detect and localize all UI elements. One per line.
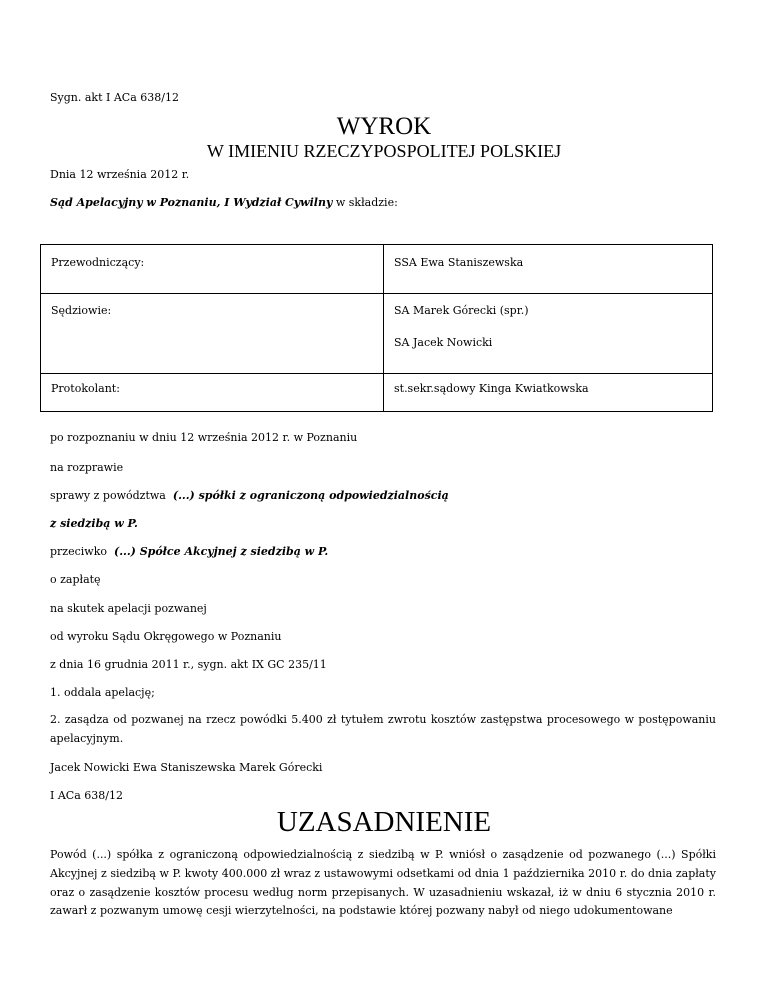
defendant-prefix: przeciwko: [50, 545, 114, 558]
date-line: Dnia 12 września 2012 r.: [50, 168, 190, 181]
ruling-item-1: 1. oddala apelację;: [50, 686, 155, 699]
person-name: st.sekr.sądowy Kinga Kwiatkowska: [394, 382, 589, 395]
judgment-date-line: z dnia 16 grudnia 2011 r., sygn. akt IX GC 235/11: [50, 658, 327, 671]
role-cell: [41, 374, 384, 412]
table-row: [41, 294, 713, 374]
ruling-item-2: 2. zasądza od pozwanej na rzecz powódki 5.400 zł tytułem zwrotu kosztów zastępstwa procesowego w postępowaniu apelacyjnym.: [50, 713, 716, 745]
role-label: Sędziowie:: [51, 304, 112, 317]
defendant-name: (...) Spółce Akcyjnej z siedzibą w P.: [113, 545, 329, 558]
names-cell: [384, 374, 713, 412]
names-cell: [384, 245, 713, 294]
names-cell: [384, 294, 713, 374]
hearing-line: na rozprawie: [50, 461, 124, 474]
plaintiff-name: (...) spółki z ograniczoną odpowiedzialnością: [172, 489, 449, 502]
person-name: SSA Ewa Staniszewska: [394, 256, 524, 269]
court-suffix: w składzie:: [332, 196, 398, 209]
plaintiff-seat: z siedzibą w P.: [50, 517, 138, 530]
court-line: [50, 196, 398, 209]
appeal-line: na skutek apelacji pozwanej: [50, 602, 207, 615]
person-name: SA Marek Górecki (spr.): [394, 304, 529, 317]
defendant-line: [50, 545, 328, 558]
document-subtitle: W IMIENIU RZECZYPOSPOLITEJ POLSKIEJ: [206, 141, 562, 161]
justification-title: UZASADNIENIE: [276, 806, 492, 838]
subject-line: o zapłatę: [50, 573, 101, 586]
person-name: SA Jacek Nowicki: [394, 336, 493, 349]
role-label: Przewodniczący:: [51, 256, 145, 269]
composition-table: [40, 244, 713, 412]
justification-paragraph: Powód (...) spółka z ograniczoną odpowiedzialnością z siedzibą w P. wniósł o zasądzenie od pozwanego (...) Spółki Akcyjnej z siedzibą w P. kwoty 400.000 zł wraz z ustawowymi odsetkami od dnia 1 października 2010 r. do dnia zapłaty oraz o zasądzenie kosztów procesu według norm przepisanych. W uzasadnieniu wskazał, iż w dniu 6 stycznia 2010 r. zawarł z pozwanym umowę cesji wierzytelności, na podstawie której pozwany nabył od niego udokumentowane: [50, 848, 716, 918]
judges-signature: Jacek Nowicki Ewa Staniszewska Marek Górecki: [50, 761, 323, 774]
court-name: Sąd Apelacyjny w Poznaniu, I Wydział Cywilny: [50, 196, 333, 209]
document-title: WYROK: [336, 113, 432, 140]
role-cell: [41, 294, 384, 374]
role-label: Protokolant:: [51, 382, 120, 395]
role-cell: [41, 245, 384, 294]
proceeding-line: po rozpoznaniu w dniu 12 września 2012 r. w Poznaniu: [50, 431, 358, 444]
table-row: [41, 374, 713, 412]
plaintiff-line: [50, 489, 449, 502]
table-row: [41, 245, 713, 294]
case-signature: Sygn. akt I ACa 638/12: [50, 91, 179, 104]
plaintiff-prefix: sprawy z powództwa: [50, 489, 173, 502]
case-signature-2: I ACa 638/12: [50, 789, 123, 802]
judgment-source-line: od wyroku Sądu Okręgowego w Poznaniu: [50, 630, 282, 643]
